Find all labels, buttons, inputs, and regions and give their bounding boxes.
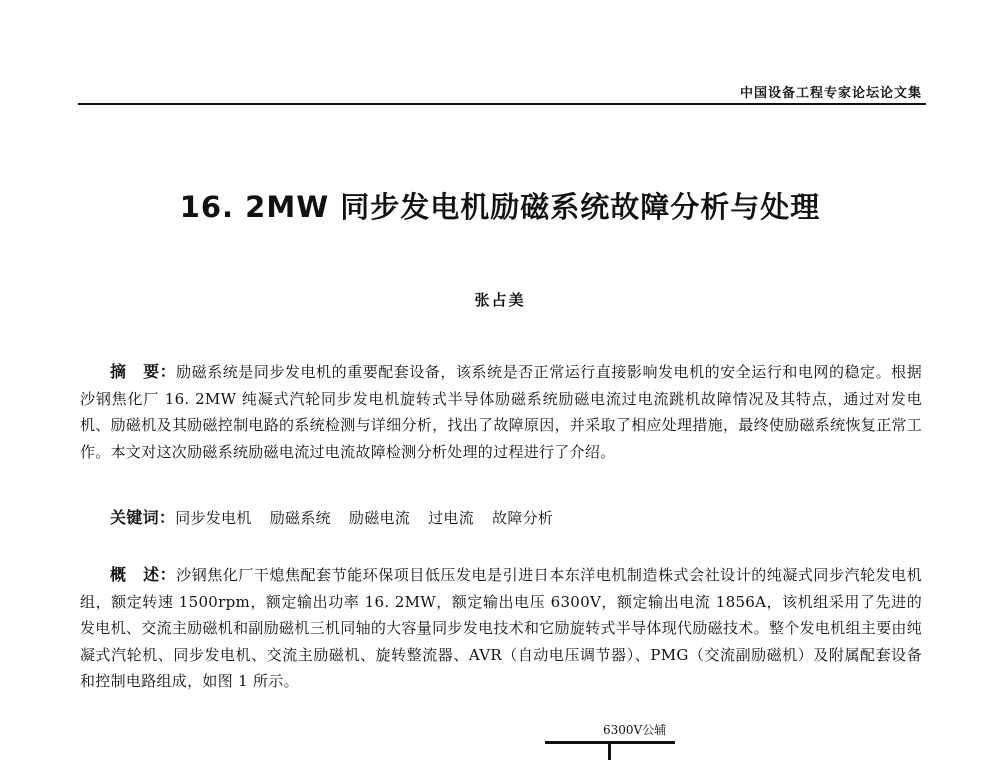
keywords-label: 关键词： xyxy=(110,508,176,527)
paper-title: 16. 2MW 同步发电机励磁系统故障分析与处理 xyxy=(179,190,821,224)
keyword-term: 励磁电流 xyxy=(348,509,411,527)
keyword-term: 励磁系统 xyxy=(269,509,331,527)
header-rule xyxy=(78,103,926,105)
figure-feed-line xyxy=(608,741,611,760)
keywords-line xyxy=(80,505,922,532)
keyword-term: 同步发电机 xyxy=(175,509,252,527)
abstract-text: 励磁系统是同步发电机的重要配套设备，该系统是否正常运行直接影响发电机的安全运行和电网的稳定。根据沙钢焦化厂 16. 2MW 纯凝式汽轮同步发电机旋转式半导体励磁系统励磁电流过电流跳机故障情况及其特点，通过对发电机、励磁机及其励磁控制电路的系统检测与详细分析，找出了故障原因，并采取了相应处理措施，最终使励磁系统恢复正常工作。本文对这次励磁系统励磁电流过电流故障检测分析处理的过程进行了介绍。 xyxy=(80,363,922,461)
author-name: 张占美 xyxy=(474,291,526,309)
keyword-term: 过电流 xyxy=(428,509,475,527)
abstract-label: 摘 要： xyxy=(110,362,177,381)
overview-label: 概 述： xyxy=(110,565,177,584)
overview-paragraph xyxy=(80,562,922,695)
abstract-paragraph xyxy=(80,359,922,465)
collection-title: 中国设备工程专家论坛论文集 xyxy=(739,86,922,101)
keyword-term: 故障分析 xyxy=(492,509,554,527)
figure-bus-label: 6300V公辅 xyxy=(603,723,667,737)
overview-text: 沙钢焦化厂干熄焦配套节能环保项目低压发电是引进日本东洋电机制造株式会社设计的纯凝式同步汽轮发电机组，额定转速 1500rpm，额定输出功率 16. 2MW，额定输出电压 6300V，额定输出电流 1856A，该机组采用了先进的发电机、交流主励磁机和副励磁机三机同轴的大容量同步发电技术和它励旋转式半导体现代励磁技术。整个发电机组主要由纯凝式汽轮机、同步发电机、交流主励磁机、旋转整流器、AVR（自动电压调节器）、PMG（交流副励磁机）及附属配套设备和控制电路组成，如图 1 所示。 xyxy=(80,566,922,690)
